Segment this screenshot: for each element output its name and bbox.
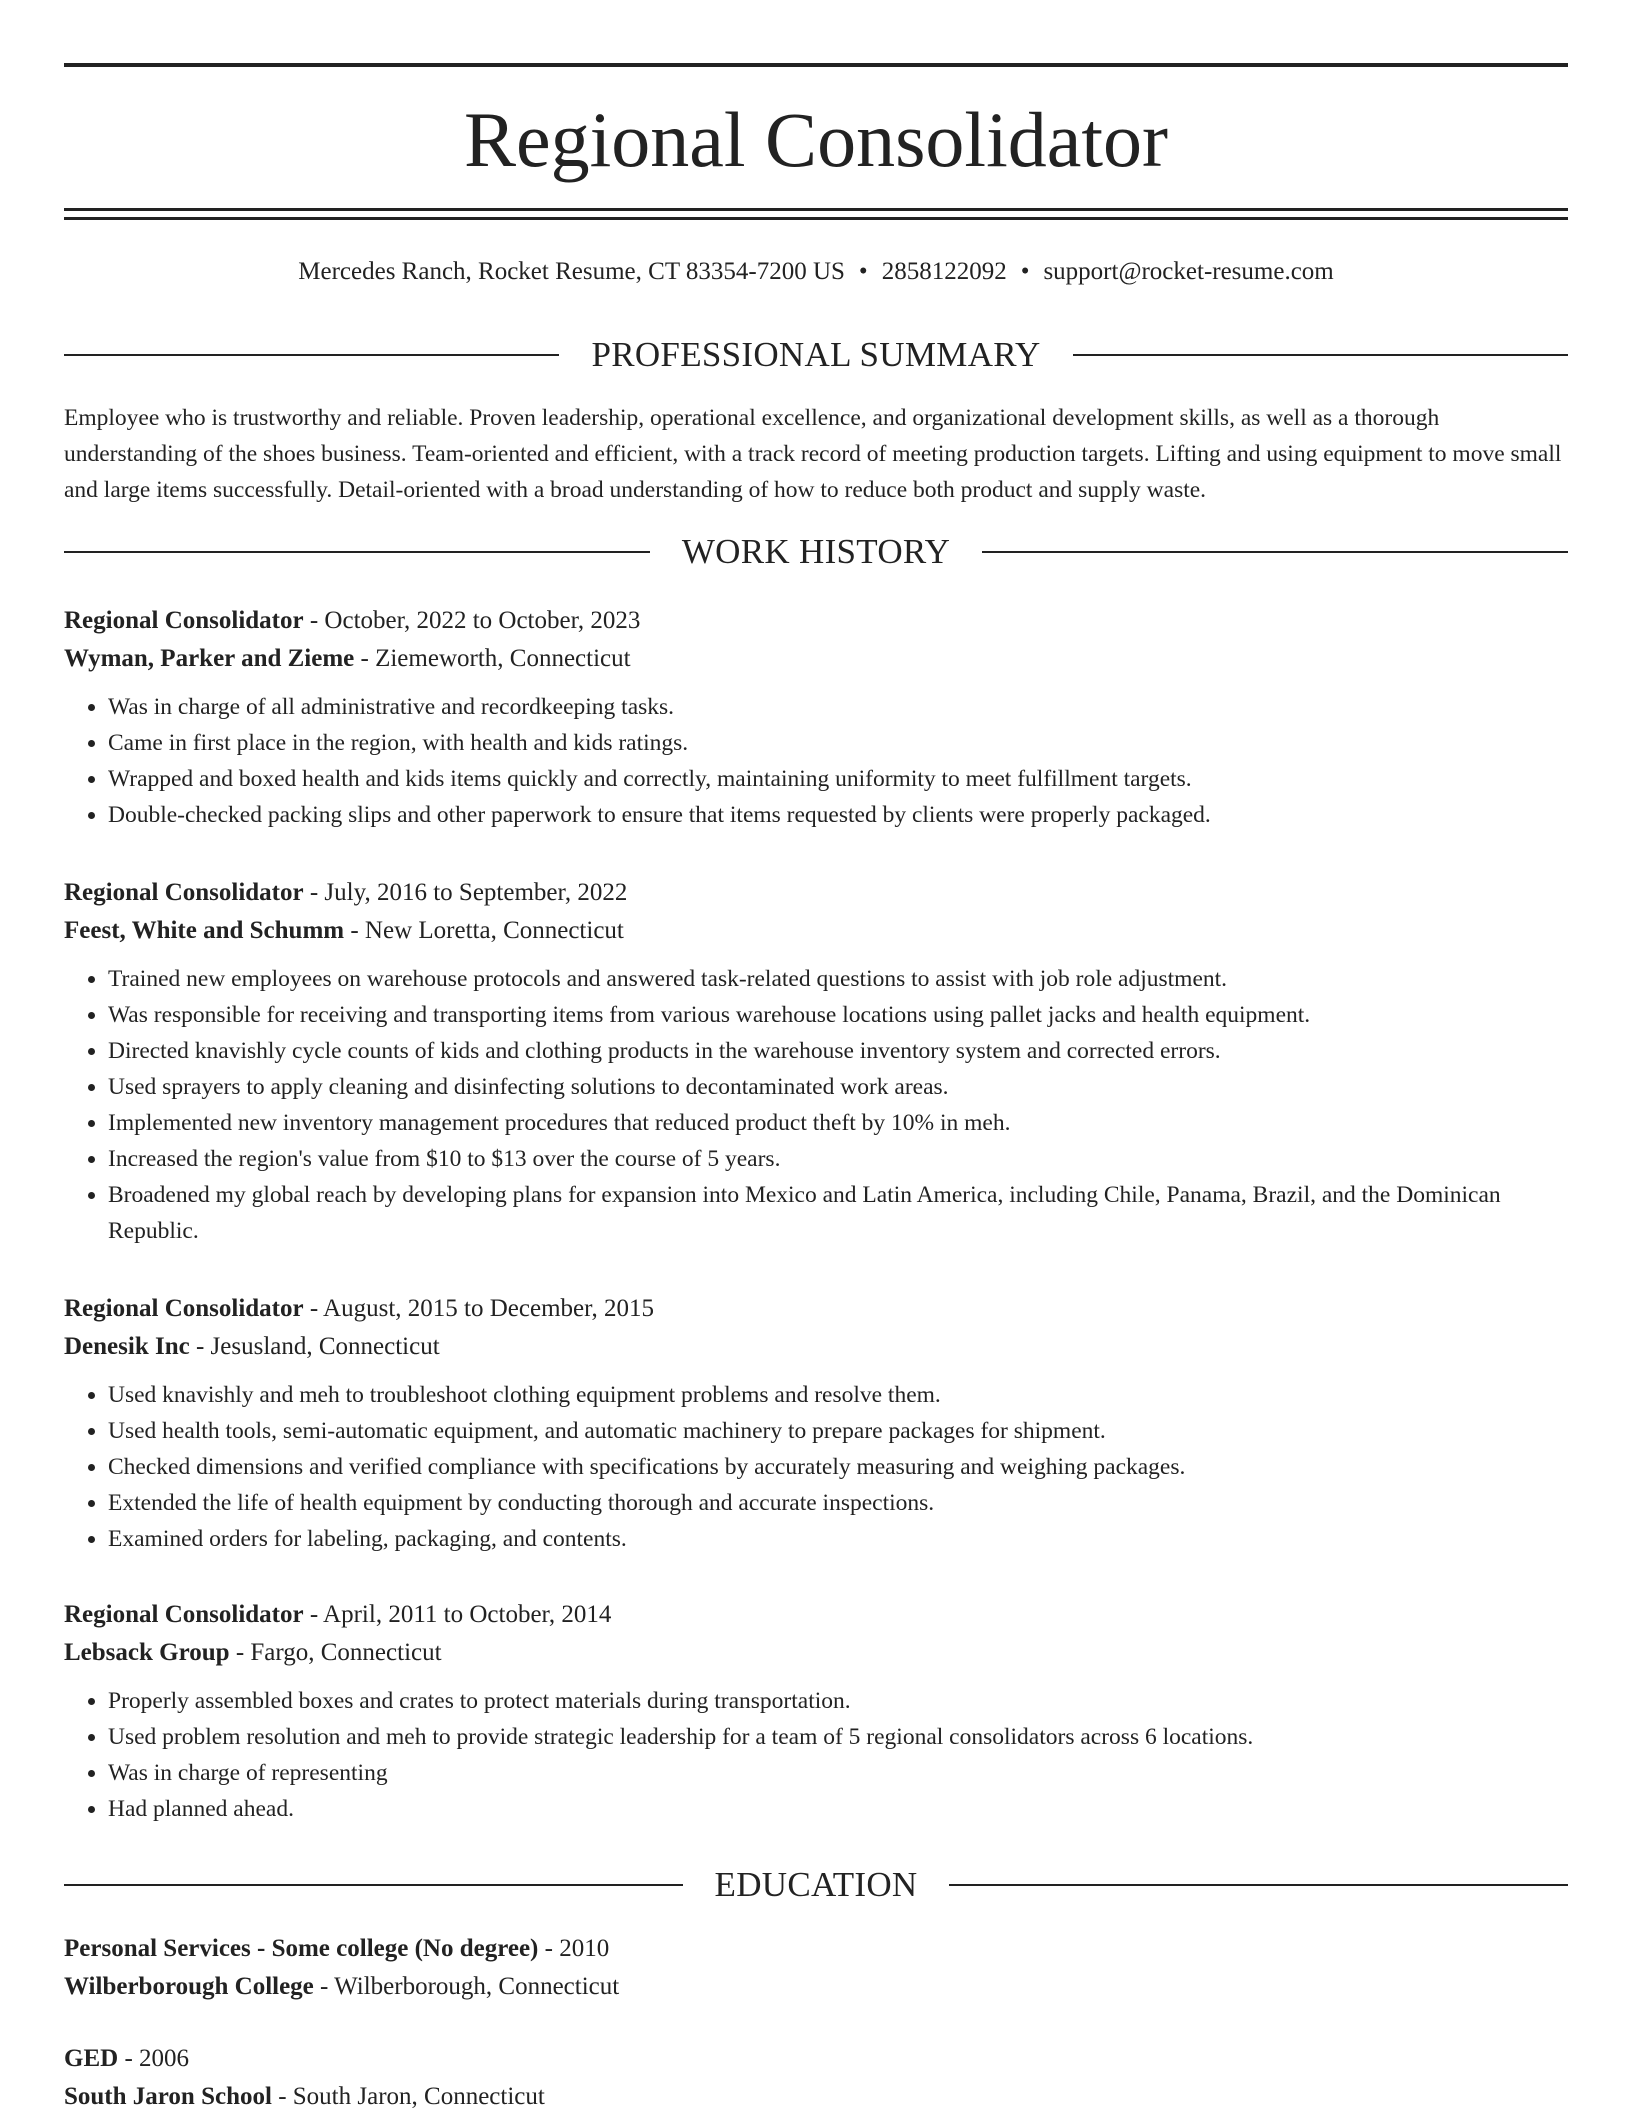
section-title: PROFESSIONAL SUMMARY [591, 335, 1041, 374]
section-heading-work-history [64, 530, 1568, 574]
job-bullet: • Came in first place in the region, with health and kids ratings. [108, 725, 1568, 761]
job-bullet: • Broadened my global reach by developing plans for expansion into Mexico and Latin America, including Chile, Panama, Brazil, and the Dominican Republic. [108, 1177, 1568, 1249]
job-bullet: • Extended the life of health equipment by conducting thorough and accurate inspections. [108, 1485, 1568, 1521]
job-employer [64, 912, 1568, 950]
education-year: - 2010 [538, 1935, 610, 1962]
education-year: - 2006 [118, 2045, 190, 2072]
contact-email: support@rocket-resume.com [1043, 258, 1334, 285]
job-bullet: • Had planned ahead. [108, 1791, 1568, 1827]
job-bullets [64, 1377, 1568, 1557]
education-school-line [64, 2078, 1568, 2116]
contact-separator: • [1020, 258, 1030, 285]
section-rule [64, 551, 650, 553]
education-header [64, 1930, 1568, 1968]
job-location: - Fargo, Connecticut [229, 1639, 442, 1666]
job-bullets [64, 689, 1568, 833]
section-rule [949, 1884, 1568, 1886]
job-dates: - October, 2022 to October, 2023 [303, 607, 641, 634]
job-bullet: • Was in charge of all administrative and recordkeeping tasks. [108, 689, 1568, 725]
contact-address: Mercedes Ranch, Rocket Resume, CT 83354-7200 US [298, 258, 845, 285]
job-location: - Jesusland, Connecticut [189, 1333, 440, 1360]
education-degree: GED [64, 2045, 119, 2072]
job-bullet: • Used problem resolution and meh to provide strategic leadership for a team of 5 regional consolidators across 6 locations. [108, 1719, 1568, 1755]
job-title: Regional Consolidator [64, 1295, 304, 1322]
section-heading-education [64, 1863, 1568, 1907]
job-bullets [64, 961, 1568, 1249]
job-bullet: • Used knavishly and meh to troubleshoot clothing equipment problems and resolve them. [108, 1377, 1568, 1413]
job-location: - Ziemeworth, Connecticut [354, 645, 631, 672]
section-rule [64, 1884, 683, 1886]
job-dates: - August, 2015 to December, 2015 [303, 1295, 654, 1322]
job-company: Feest, White and Schumm [64, 917, 345, 944]
job-employer [64, 1328, 1568, 1366]
job-bullet: • Examined orders for labeling, packaging, and contents. [108, 1521, 1568, 1557]
job-bullet: • Double-checked packing slips and other paperwork to ensure that items requested by clients were properly packaged. [108, 797, 1568, 833]
education-location: - South Jaron, Connecticut [271, 2083, 545, 2110]
job-entry [64, 1596, 1568, 1827]
job-bullet: • Was responsible for receiving and transporting items from various warehouse locations using pallet jacks and health equipment. [108, 997, 1568, 1033]
job-title: Regional Consolidator [64, 879, 304, 906]
education-header [64, 2040, 1568, 2078]
job-bullets [64, 1683, 1568, 1827]
job-bullet: • Was in charge of representing [108, 1755, 1568, 1791]
job-bullet: • Increased the region's value from $10 to $13 over the course of 5 years. [108, 1141, 1568, 1177]
job-employer [64, 1634, 1568, 1672]
job-title: Regional Consolidator [64, 1601, 304, 1628]
title-double-rule [64, 208, 1568, 220]
job-bullet: • Used sprayers to apply cleaning and disinfecting solutions to decontaminated work areas. [108, 1069, 1568, 1105]
contact-line [64, 254, 1568, 290]
job-header [64, 602, 1568, 640]
section-title: EDUCATION [714, 1865, 918, 1904]
job-dates: - July, 2016 to September, 2022 [303, 879, 628, 906]
job-company: Lebsack Group [64, 1639, 230, 1666]
job-header [64, 1290, 1568, 1328]
job-header [64, 1596, 1568, 1634]
education-school: South Jaron School [64, 2083, 272, 2110]
job-bullet: • Wrapped and boxed health and kids items quickly and correctly, maintaining uniformity to meet fulfillment targets. [108, 761, 1568, 797]
job-entry [64, 602, 1568, 833]
education-entry [64, 2040, 1568, 2116]
section-rule [64, 354, 559, 356]
section-rule [1073, 354, 1568, 356]
section-title: WORK HISTORY [681, 532, 951, 571]
summary-text: Employee who is trustworthy and reliable. Proven leadership, operational excellence, and organizational development skills, as well as a thorough understanding of the shoes business. Team-oriented and efficient, with a track record of meeting production targets. Lifting and using equipment to move small and large items successfully. Detail-oriented with a broad understanding of how to reduce both product and supply waste. [64, 405, 1562, 503]
education-location: - Wilberborough, Connecticut [313, 1973, 620, 2000]
job-bullet: • Used health tools, semi-automatic equipment, and automatic machinery to prepare packages for shipment. [108, 1413, 1568, 1449]
education-school-line [64, 1968, 1568, 2006]
section-heading-summary [64, 333, 1568, 377]
job-bullet: • Directed knavishly cycle counts of kids and clothing products in the warehouse inventory system and corrected errors. [108, 1033, 1568, 1069]
job-location: - New Loretta, Connecticut [344, 917, 624, 944]
job-dates: - April, 2011 to October, 2014 [303, 1601, 612, 1628]
job-bullet: • Properly assembled boxes and crates to protect materials during transportation. [108, 1683, 1568, 1719]
job-title: Regional Consolidator [64, 607, 304, 634]
job-employer [64, 640, 1568, 678]
top-rule [64, 63, 1568, 67]
resume-title: Regional Consolidator [463, 96, 1169, 183]
job-entry [64, 874, 1568, 1249]
job-company: Wyman, Parker and Zieme [64, 645, 355, 672]
job-company: Denesik Inc [64, 1333, 190, 1360]
contact-separator: • [858, 258, 868, 285]
education-degree: Personal Services - Some college (No degree) [64, 1935, 539, 1962]
education-entry [64, 1930, 1568, 2006]
job-entry [64, 1290, 1568, 1557]
job-bullet: • Trained new employees on warehouse protocols and answered task-related questions to assist with job role adjustment. [108, 961, 1568, 997]
contact-phone: 2858122092 [881, 258, 1007, 285]
job-bullet: • Implemented new inventory management procedures that reduced product theft by 10% in meh. [108, 1105, 1568, 1141]
section-rule [982, 551, 1568, 553]
education-school: Wilberborough College [64, 1973, 314, 2000]
job-header [64, 874, 1568, 912]
job-bullet: • Checked dimensions and verified compliance with specifications by accurately measuring and weighing packages. [108, 1449, 1568, 1485]
